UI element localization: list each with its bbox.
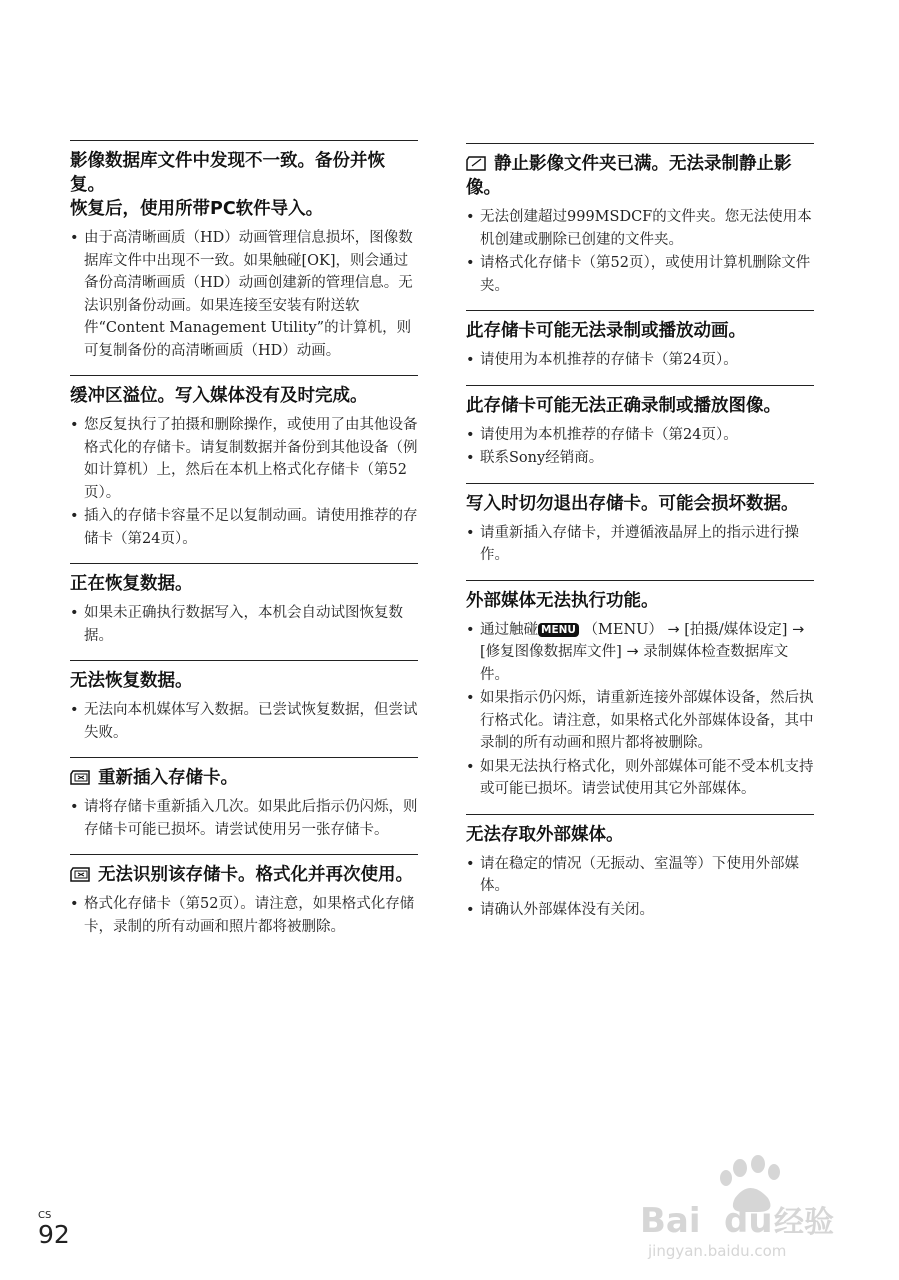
svg-text:Bai: Bai xyxy=(640,1201,701,1241)
bullet-item: • 请使用为本机推荐的存储卡（第24页）。 xyxy=(466,424,814,447)
section-heading: 影像数据库文件中发现不一致。备份并恢复。 恢复后，使用所带PC软件导入。 xyxy=(70,151,385,219)
bullet-item: • 插入的存储卡容量不足以复制动画。请使用推荐的存储卡（第24页）。 xyxy=(70,505,418,550)
bullet-list xyxy=(70,699,418,744)
language-code: CS xyxy=(38,1210,52,1221)
arrow-right-icon: → xyxy=(626,644,639,660)
bullet-item: • 请确认外部媒体没有关闭。 xyxy=(466,899,814,922)
section-card-not-recognized xyxy=(70,854,418,951)
memory-card-icon xyxy=(70,867,92,882)
section-cannot-recover xyxy=(70,660,418,757)
bullet-list xyxy=(466,619,814,801)
section-heading-text: 静止影像文件夹已满。无法录制静止影像。 xyxy=(466,154,792,198)
menu-path-prefix: 通过触碰 xyxy=(480,621,538,638)
section-heading-text: 重新插入存储卡。 xyxy=(98,768,238,788)
menu-button-icon: MENU xyxy=(538,623,579,637)
svg-text:du: du xyxy=(724,1201,773,1241)
section-heading: 无法恢复数据。 xyxy=(70,671,193,691)
bullet-item: • 格式化存储卡（第52页）。请注意，如果格式化存储卡，录制的所有动画和照片都将被删除。 xyxy=(70,893,418,938)
bullet-item: • 无法向本机媒体写入数据。已尝试恢复数据，但尝试失败。 xyxy=(70,699,418,744)
bullet-item: • 请格式化存储卡（第52页），或使用计算机删除文件夹。 xyxy=(466,252,814,297)
baidu-jingyan-watermark xyxy=(640,1150,840,1265)
section-cannot-access-external-media xyxy=(466,814,814,935)
memory-card-icon xyxy=(466,156,488,171)
bullet-item: • 由于高清晰画质（HD）动画管理信息损坏，图像数据库文件中出现不一致。如果触碰[OK]，则会通过备份高清晰画质（HD）动画创建新的管理信息。无法识别备份动画。如果连接至安装有附送软件“Content Management Utility”的计算机，则可复制备份的高清晰画质（HD）动画。 xyxy=(70,227,418,362)
section-do-not-eject xyxy=(466,483,814,580)
section-heading xyxy=(70,863,418,887)
section-heading xyxy=(466,152,814,200)
page-footer xyxy=(38,1210,70,1249)
bullet-list xyxy=(466,349,814,372)
left-column xyxy=(70,140,418,951)
menu-path-repair-db: [修复图像数据库文件] xyxy=(480,644,622,660)
section-heading: 写入时切勿退出存储卡。可能会损坏数据。 xyxy=(466,493,799,514)
section-external-media-function xyxy=(466,580,814,814)
bullet-list xyxy=(466,522,814,567)
watermark-url: jingyan.baidu.com xyxy=(648,1242,787,1260)
bullet-list xyxy=(70,796,418,841)
bullet-item: • 请在稳定的情况（无振动、室温等）下使用外部媒体。 xyxy=(466,853,814,898)
menu-path-menu: （MENU） xyxy=(583,621,663,638)
right-column xyxy=(466,143,814,934)
section-heading xyxy=(70,766,418,790)
section-buffer-overflow xyxy=(70,375,418,563)
section-card-may-not-record-images xyxy=(466,385,814,483)
bullet-list xyxy=(466,424,814,470)
bullet-list xyxy=(70,893,418,938)
bullet-list xyxy=(466,206,814,297)
bullet-list xyxy=(466,853,814,922)
section-folder-full xyxy=(466,143,814,310)
bullet-item: • 无法创建超过999MSDCF的文件夹。您无法使用本机创建或删除已创建的文件夹。 xyxy=(466,206,814,251)
bullet-item-menu-path xyxy=(466,619,814,687)
section-heading: 此存储卡可能无法正确录制或播放图像。 xyxy=(466,395,781,416)
menu-path-suffix: 录制媒体检查数据库文件。 xyxy=(480,644,789,683)
section-recovering-data xyxy=(70,563,418,660)
bullet-item: • 请重新插入存储卡，并遵循液晶屏上的指示进行操作。 xyxy=(466,522,814,567)
arrow-right-icon: → xyxy=(792,621,805,638)
bullet-item: • 您反复执行了拍摄和删除操作，或使用了由其他设备格式化的存储卡。请复制数据并备份到其他设备（例如计算机）上，然后在本机上格式化存储卡（第52页）。 xyxy=(70,414,418,504)
section-database-inconsistency xyxy=(70,140,418,375)
bullet-item: • 如果指示仍闪烁，请重新连接外部媒体设备，然后执行格式化。请注意，如果格式化外部媒体设备，其中录制的所有动画和照片都将被删除。 xyxy=(466,687,814,755)
section-heading: 此存储卡可能无法录制或播放动画。 xyxy=(466,321,746,341)
bullet-item: • 联系Sony经销商。 xyxy=(466,447,814,470)
svg-text:经验: 经验 xyxy=(774,1205,834,1240)
section-card-may-not-record-movies xyxy=(466,310,814,385)
section-reinsert-card xyxy=(70,757,418,854)
section-heading-text: 无法识别该存储卡。格式化并再次使用。 xyxy=(98,865,413,885)
bullet-item: • 请将存储卡重新插入几次。如果此后指示仍闪烁，则存储卡可能已损坏。请尝试使用另一张存储卡。 xyxy=(70,796,418,841)
bullet-item: • 请使用为本机推荐的存储卡（第24页）。 xyxy=(466,349,814,372)
page-number: 92 xyxy=(38,1220,70,1249)
memory-card-icon xyxy=(70,770,92,785)
arrow-right-icon: → xyxy=(667,621,680,638)
menu-path-shoot-media: [拍摄/媒体设定] xyxy=(684,621,788,638)
bullet-item: • 如果未正确执行数据写入，本机会自动试图恢复数据。 xyxy=(70,602,418,647)
section-heading: 外部媒体无法执行功能。 xyxy=(466,590,659,611)
bullet-list xyxy=(70,414,418,550)
bullet-item: • 如果无法执行格式化，则外部媒体可能不受本机支持或可能已损坏。请尝试使用其它外部媒体。 xyxy=(466,756,814,801)
bullet-list xyxy=(70,227,418,362)
bullet-list xyxy=(70,602,418,647)
section-heading: 正在恢复数据。 xyxy=(70,574,193,594)
section-heading: 缓冲区溢位。写入媒体没有及时完成。 xyxy=(70,386,368,406)
section-heading: 无法存取外部媒体。 xyxy=(466,824,624,845)
